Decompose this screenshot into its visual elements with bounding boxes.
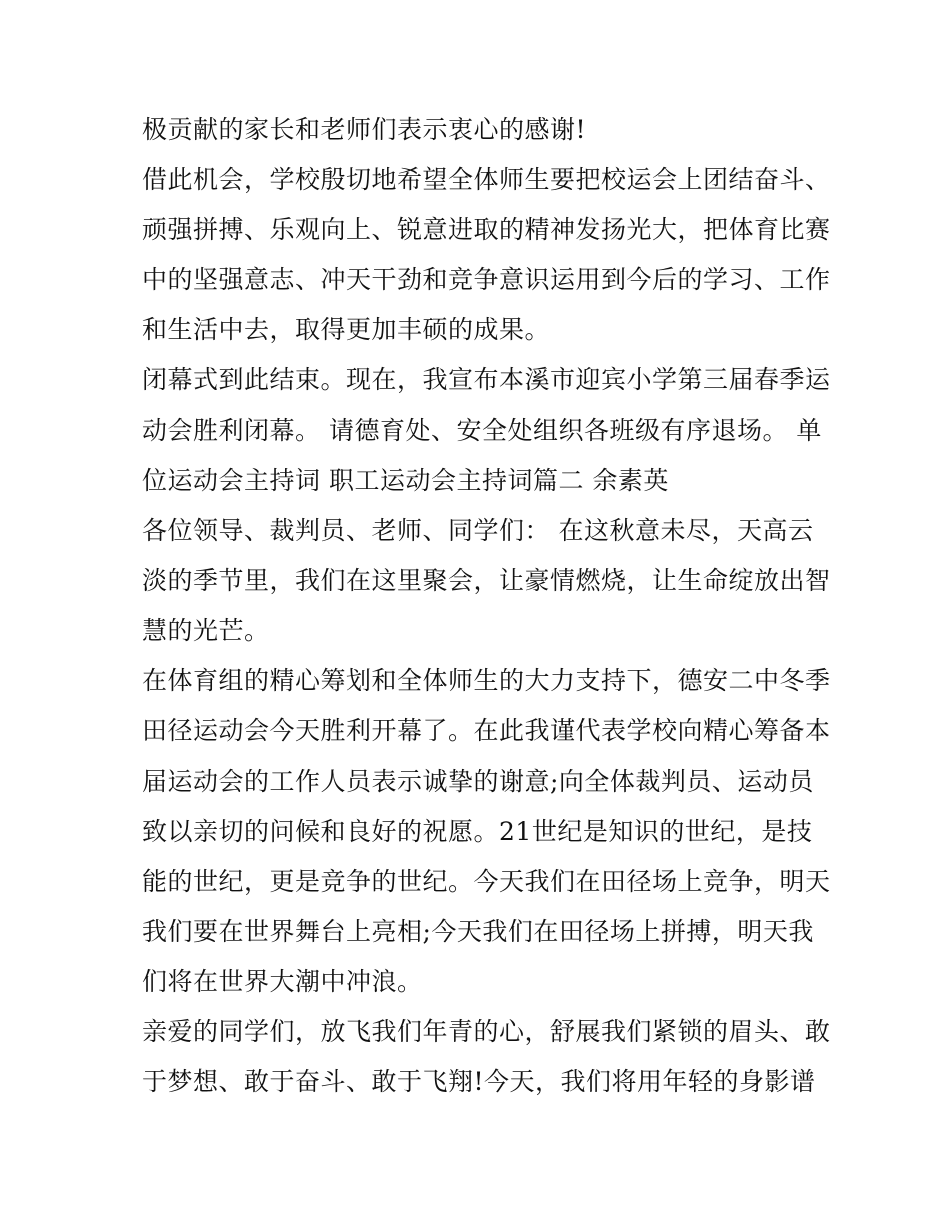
text-line: 于梦想、敢于奋斗、敢于飞翔!今天，我们将用年轻的身影谱 xyxy=(142,1067,816,1096)
text-line: 亲爱的同学们，放飞我们年青的心，舒展我们紧锁的眉头、敢 xyxy=(142,1017,831,1046)
text-line: 致以亲切的问候和良好的祝愿。21世纪是知识的世纪，是技 xyxy=(142,817,813,846)
text-line: 和生活中去，取得更加丰硕的成果。 xyxy=(142,315,551,344)
text-line: 慧的光芒。 xyxy=(142,616,270,645)
text-line: 位运动会主持词 职工运动会主持词篇二 余素英 xyxy=(142,466,669,495)
text-line: 动会胜利闭幕。 请德育处、安全处组织各班级有序退场。 单 xyxy=(142,416,822,445)
text-line: 们将在世界大潮中冲浪。 xyxy=(142,967,423,996)
text-line: 在体育组的精心筹划和全体师生的大力支持下，德安二中冬季 xyxy=(142,666,831,695)
text-line: 中的坚强意志、冲天干劲和竞争意识运用到今后的学习、工作 xyxy=(142,265,831,294)
text-line: 我们要在世界舞台上亮相;今天我们在田径场上拼搏，明天我 xyxy=(142,917,814,946)
text-line: 田径运动会今天胜利开幕了。在此我谨代表学校向精心筹备本 xyxy=(142,716,831,745)
text-line: 闭幕式到此结束。现在，我宣布本溪市迎宾小学第三届春季运 xyxy=(142,365,831,394)
text-line: 极贡献的家长和老师们表示衷心的感谢! xyxy=(142,115,587,144)
text-line: 届运动会的工作人员表示诚挚的谢意;向全体裁判员、运动员 xyxy=(142,767,814,796)
text-line: 各位领导、裁判员、老师、同学们： 在这秋意未尽，天高云 xyxy=(142,516,814,545)
text-line: 顽强拼搏、乐观向上、锐意进取的精神发扬光大，把体育比赛 xyxy=(142,215,831,244)
text-line: 淡的季节里，我们在这里聚会，让豪情燃烧，让生命绽放出智 xyxy=(142,566,831,595)
text-line: 借此机会，学校殷切地希望全体师生要把校运会上团结奋斗、 xyxy=(142,165,831,194)
text-line: 能的世纪，更是竞争的世纪。今天我们在田径场上竞争，明天 xyxy=(142,867,831,896)
